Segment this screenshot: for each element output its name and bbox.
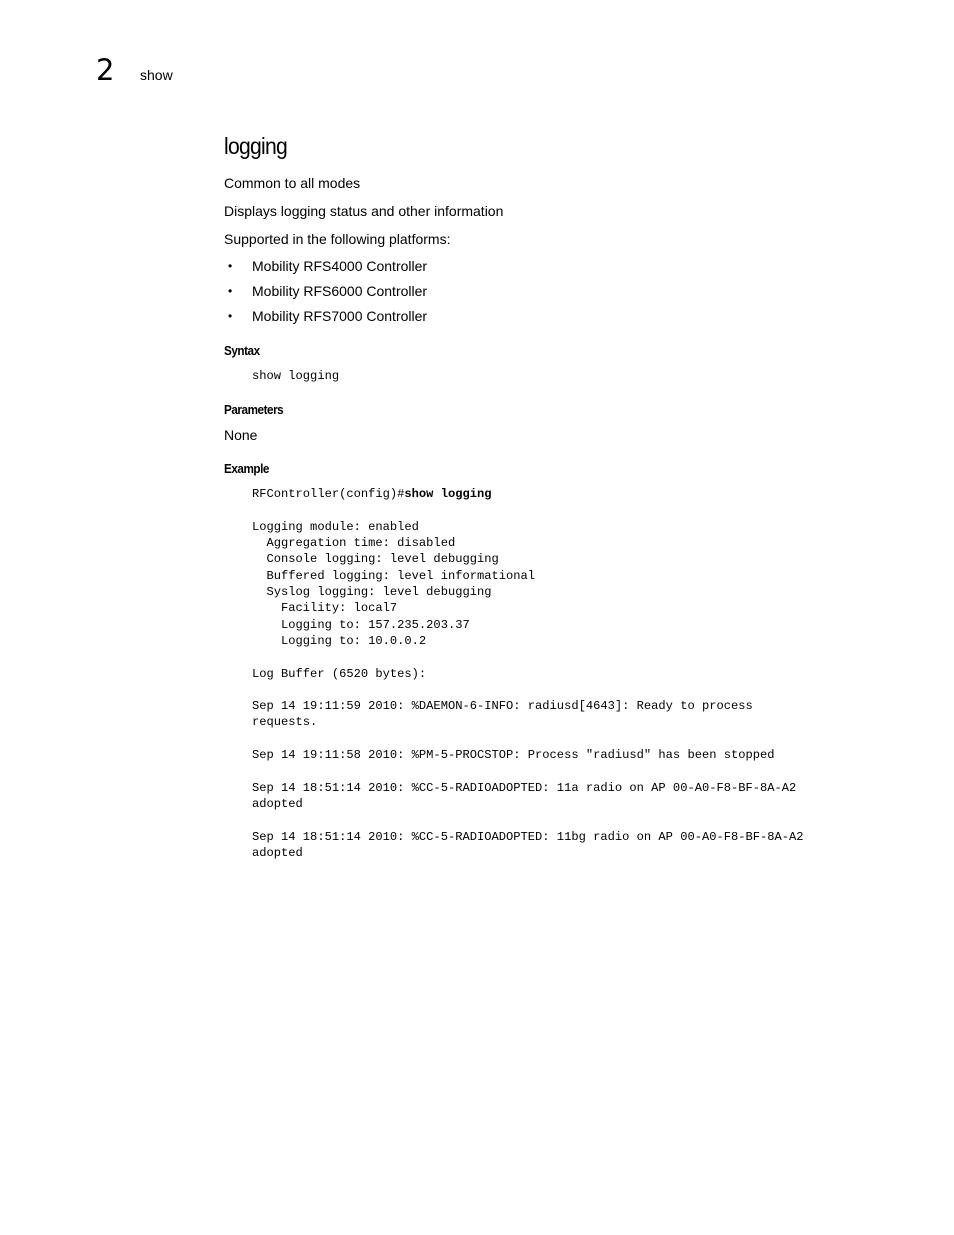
list-item (224, 282, 904, 300)
output-line: Log Buffer (6520 bytes): (252, 666, 427, 681)
bullet-icon: • (228, 309, 233, 323)
output-line: adopted (252, 845, 303, 860)
platform-name: Mobility RFS4000 Controller (252, 258, 428, 274)
example-prompt: RFController(config)# (252, 487, 405, 502)
bullet-icon: • (228, 284, 233, 298)
output-line: Sep 14 19:11:59 2010: %DAEMON-6-INFO: radiusd[4643]: Ready to process (252, 699, 753, 714)
output-line: Logging to: 10.0.0.2 (252, 633, 427, 648)
output-line: Sep 14 18:51:14 2010: %CC-5-RADIOADOPTED: 11bg radio on AP 00-A0-F8-BF-8A-A2 (252, 829, 804, 844)
output-line: Facility: local7 (252, 601, 398, 616)
list-item (224, 307, 904, 325)
output-line: Logging module: enabled (252, 519, 419, 534)
main-content (224, 131, 904, 861)
syntax-heading: Syntax (224, 343, 260, 358)
output-line: Syslog logging: level debugging (252, 585, 492, 600)
platform-name: Mobility RFS6000 Controller (252, 283, 428, 299)
output-line: adopted (252, 796, 303, 811)
command-mode: Common to all modes (224, 175, 361, 191)
page-title: logging (224, 133, 288, 159)
chapter-number: 2 (96, 53, 115, 87)
parameters-value: None (224, 427, 258, 444)
syntax-code: show logging (252, 369, 340, 383)
output-line: Buffered logging: level informational (252, 568, 536, 583)
chapter-name: show (140, 67, 173, 83)
platforms-intro: Supported in the following platforms: (224, 231, 451, 247)
parameters-heading: Parameters (224, 402, 284, 418)
platform-name: Mobility RFS7000 Controller (252, 308, 428, 324)
command-description: Displays logging status and other information (224, 203, 504, 219)
output-line: Aggregation time: disabled (252, 536, 456, 551)
output-line: Console logging: level debugging (252, 552, 499, 567)
output-line: Sep 14 18:51:14 2010: %CC-5-RADIOADOPTED: 11a radio on AP 00-A0-F8-BF-8A-A2 (252, 780, 797, 795)
example-heading: Example (224, 461, 269, 477)
bullet-icon: • (228, 259, 233, 273)
output-line: Logging to: 157.235.203.37 (252, 617, 470, 632)
platform-list (224, 257, 904, 325)
output-line: Sep 14 19:11:58 2010: %PM-5-PROCSTOP: Process "radiusd" has been stopped (252, 748, 775, 763)
example-code (224, 486, 904, 861)
example-output (252, 520, 804, 860)
list-item (224, 257, 904, 275)
example-command: show logging (404, 487, 492, 502)
output-line: requests. (252, 715, 318, 730)
